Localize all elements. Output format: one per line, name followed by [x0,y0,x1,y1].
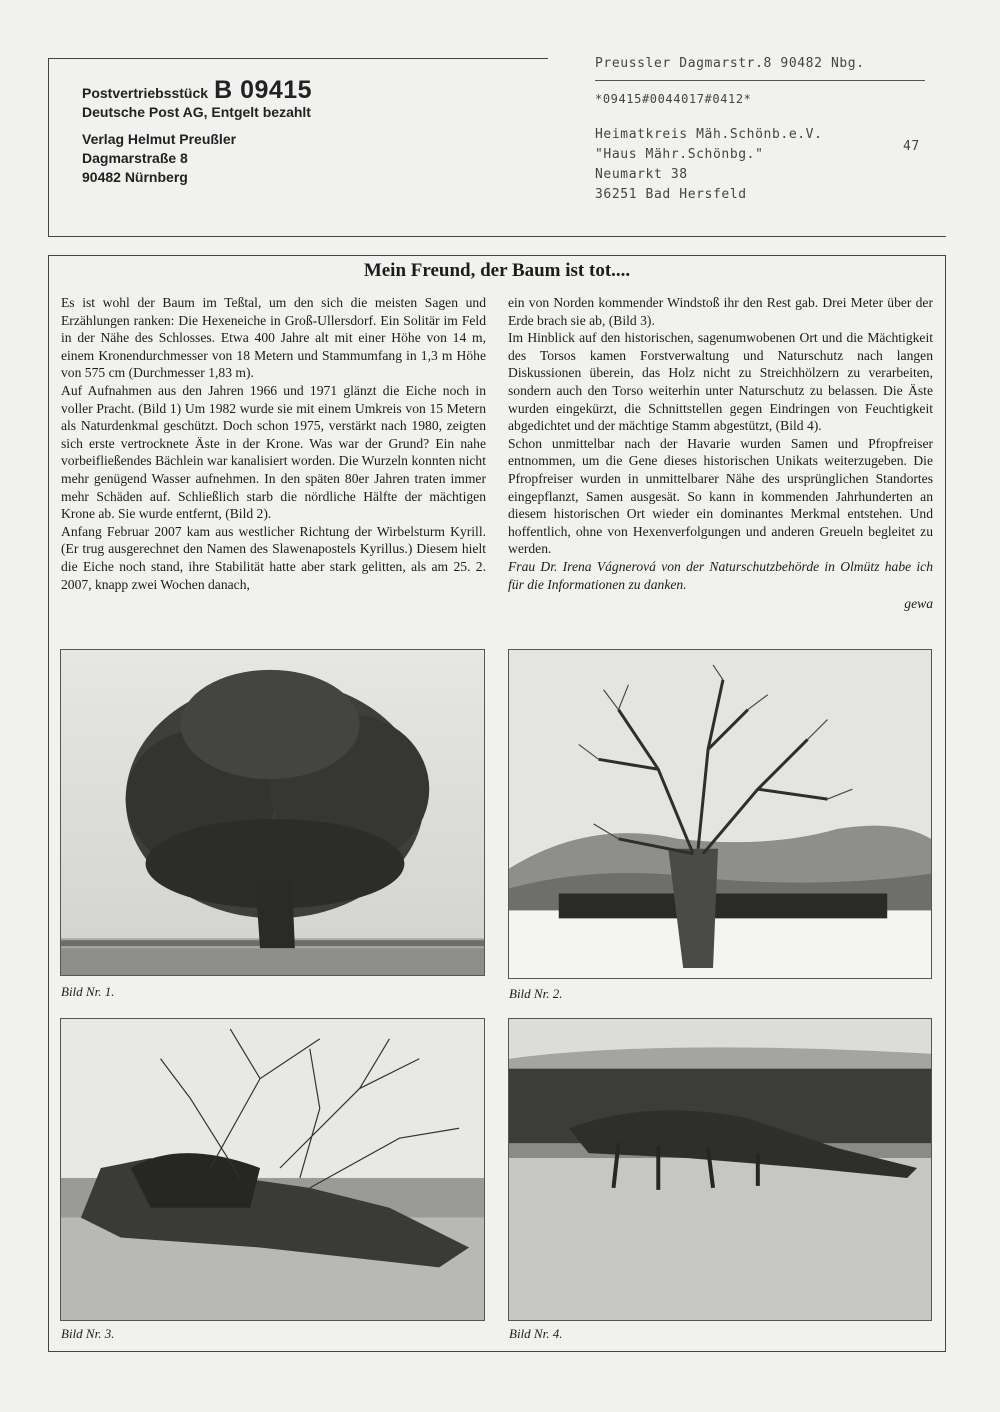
paragraph: Im Hinblick auf den historischen, sagenumwobenen Ort und die Mächtigkeit des Torsos kamen Forstverwaltung und Naturschutz nach langen Diskussionen überein, das Holz nicht zu Streichhölzern zu verarbeiten, sondern auch den Torso weiterhin unter Naturschutz zu belassen. Die Äste wurden eingekürzt, die Schnittstellen gegen Eindringen von Feuchtigkeit abgedichtet und der mächtige Stamm abgestützt, (Bild 4). [508,330,933,434]
article-frame [48,255,946,1352]
pvs-number: B 09415 [214,76,313,104]
label-separator [595,80,925,81]
pvs-line [82,76,313,104]
author-signature: gewa [904,596,933,612]
recipient-label [595,54,925,205]
photo-fallen-oak [60,1018,485,1321]
sender-address [82,76,313,187]
article-column-left [61,294,486,593]
paragraph: Auf Aufnahmen aus den Jahren 1966 und 1971 glänzt die Eiche noch in voller Pracht. (Bild 1) Um 1982 wurde sie mit einem Umkreis von 15 Metern als Naturdenkmal geschützt. Doch schon 1975, verstärkt nach 1980, zeigten sich erste vertrocknete Äste in der Krone. Was war der Grund? Ein nahe vorbeifließendes Bächlein war kanalisiert worden. Die Wurzeln konnten nicht mehr genügend Wasser aufnehmen. In den späten 80er Jahren traten immer mehr Schäden auf. Schließlich starb die nördliche Hälfte der mächtigen Krone ab. Sie wurde entfernt, (Bild 2). [61,382,486,522]
photo-caption-2: Bild Nr. 2. [509,986,563,1001]
pvs-label: Postvertriebsstück [82,85,209,101]
address-divider [48,236,946,237]
post-line: Deutsche Post AG, Entgelt bezahlt [82,104,311,120]
recipient-city: 36251 Bad Hersfeld [595,187,747,202]
address-box [48,58,548,237]
recipient-name: Heimatkreis Mäh.Schönb.e.V. [595,127,823,142]
photo-supported-torso [508,1018,932,1321]
photo-caption-3: Bild Nr. 3. [61,1326,115,1341]
photo-oak-bare-winter [508,649,932,979]
recipient-number: 47 [903,139,920,154]
photo-caption-1: Bild Nr. 1. [61,984,115,999]
publisher-street: Dagmarstraße 8 [82,150,188,166]
paragraph: Schon unmittelbar nach der Havarie wurden Samen und Pfropfreiser entnommen, um die Gene dieses historischen Unikats weiterzugeben. Die Pfropfreiser wurden in unmittelbarer Nähe des ursprünglichen Standortes eingepflanzt, Samen ausgesät. So kann in kommenden Jahrhunderten an diesem historischen Ort wieder ein dominantes Merkmal entstehen. Und hoffentlich, ohne von Hexenverfolgungen und anderen Greueln begleitet zu werden. [508,435,933,557]
publisher-name: Verlag Helmut Preußler [82,131,237,147]
postal-code-line: *09415#0044017#0412* [595,92,752,106]
photo-caption-4: Bild Nr. 4. [509,1326,563,1341]
photo-oak-full-crown [60,649,485,976]
paragraph: ein von Norden kommender Windstoß ihr den Rest gab. Drei Meter über der Erde brach sie ab, (Bild 3). [508,295,933,328]
return-address-line: Preussler Dagmarstr.8 90482 Nbg. [595,56,865,71]
paragraph: Es ist wohl der Baum im Teßtal, um den sich die meisten Sagen und Erzählungen ranken: Die Hexeneiche in Groß-Ullersdorf. Ein Solitär im Feld in der Nähe des Schlosses. Etwa 400 Jahre alt mit einer Höhe von 14 m, einem Kronendurchmesser von 18 Metern und Stammumfang in 1,3 m Höhe von 575 cm (Durchmesser 1,83 m). [61,295,486,381]
article-column-right [508,294,933,613]
recipient-street: Neumarkt 38 [595,167,688,182]
paragraph: Anfang Februar 2007 kam aus westlicher Richtung der Wirbelsturm Kyrill. (Er trug ausgerechnet den Namen des Slawenapostels Kyrillus.) Diesem hielt die Eiche noch stand, ihre Stabilität hatte aber stark gelitten, als am 25. 2. 2007, knapp zwei Wochen danach, [61,523,486,592]
credit-note: Frau Dr. Irena Vágnerová von der Naturschutzbehörde in Olmütz habe ich für die Informationen zu danken. [508,558,933,592]
publisher-city: 90482 Nürnberg [82,169,188,185]
article-title: Mein Freund, der Baum ist tot.... [363,260,631,281]
recipient-house: "Haus Mähr.Schönbg." [595,147,764,162]
